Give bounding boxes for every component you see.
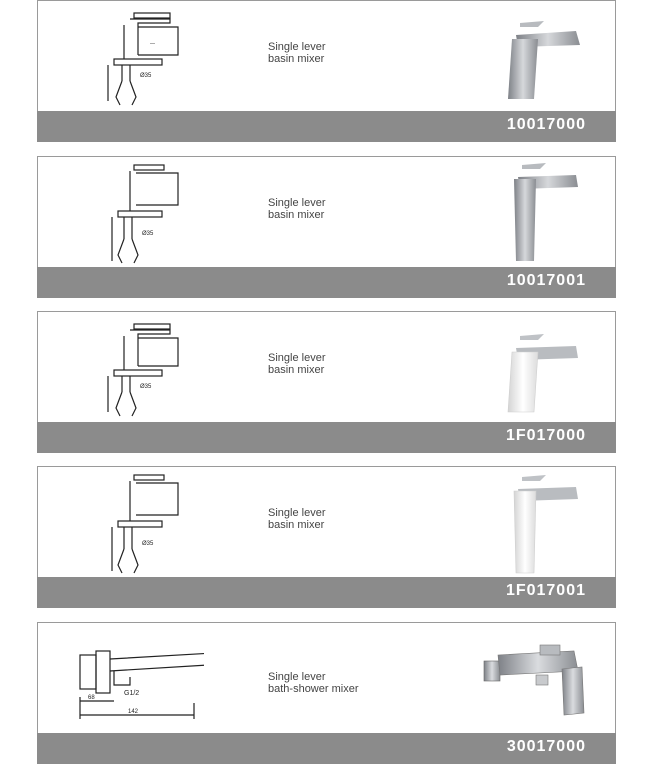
product-description bbox=[268, 671, 358, 695]
technical-drawing bbox=[78, 471, 188, 575]
faucet-photo bbox=[488, 316, 584, 420]
description-line-1: Single lever bbox=[268, 352, 326, 364]
product-code: 1F017000 bbox=[505, 427, 586, 444]
product-code-bar bbox=[37, 111, 616, 142]
technical-drawing bbox=[78, 316, 188, 420]
product-description bbox=[268, 41, 325, 65]
product-code-bar bbox=[37, 733, 616, 764]
product-card-5 bbox=[37, 622, 616, 764]
product-description bbox=[268, 507, 325, 531]
description-line-2: basin mixer bbox=[268, 209, 325, 221]
description-line-2: bath-shower mixer bbox=[268, 683, 359, 695]
faucet-photo bbox=[488, 161, 584, 265]
product-code-bar bbox=[37, 577, 616, 608]
svg-text:—: — bbox=[150, 41, 155, 47]
product-description bbox=[268, 197, 325, 221]
product-code-bar bbox=[37, 267, 616, 298]
description-line-1: Single lever bbox=[268, 41, 326, 53]
product-card-4 bbox=[37, 466, 616, 608]
product-description bbox=[268, 352, 325, 376]
description-line-1: Single lever bbox=[268, 671, 326, 683]
dimension-label: 68 bbox=[88, 695, 95, 701]
product-code: 10017001 bbox=[506, 272, 586, 289]
description-line-2: basin mixer bbox=[268, 519, 325, 531]
description-line-1: Single lever bbox=[268, 507, 326, 519]
description-line-1: Single lever bbox=[268, 197, 326, 209]
dimension-label: Ø35 bbox=[140, 73, 152, 79]
technical-drawing bbox=[78, 161, 188, 265]
connection-label: G1/2 bbox=[124, 690, 140, 697]
dimension-label: Ø35 bbox=[142, 541, 154, 547]
dimension-label: Ø35 bbox=[140, 384, 152, 390]
product-code-bar bbox=[37, 422, 616, 453]
product-card-2 bbox=[37, 156, 616, 298]
description-line-2: basin mixer bbox=[268, 364, 325, 376]
dimension-label: Ø35 bbox=[142, 231, 154, 237]
product-code: 30017000 bbox=[506, 738, 586, 755]
product-card-1 bbox=[37, 0, 616, 142]
faucet-photo bbox=[488, 5, 584, 109]
product-code: 1F017001 bbox=[505, 582, 586, 599]
dimension-label: 142 bbox=[128, 709, 139, 715]
description-line-2: basin mixer bbox=[268, 53, 325, 65]
technical-drawing bbox=[78, 5, 188, 109]
product-code: 10017000 bbox=[506, 116, 586, 133]
faucet-photo bbox=[488, 471, 584, 575]
faucet-photo bbox=[478, 641, 588, 721]
technical-drawing bbox=[74, 641, 204, 721]
product-card-3 bbox=[37, 311, 616, 453]
